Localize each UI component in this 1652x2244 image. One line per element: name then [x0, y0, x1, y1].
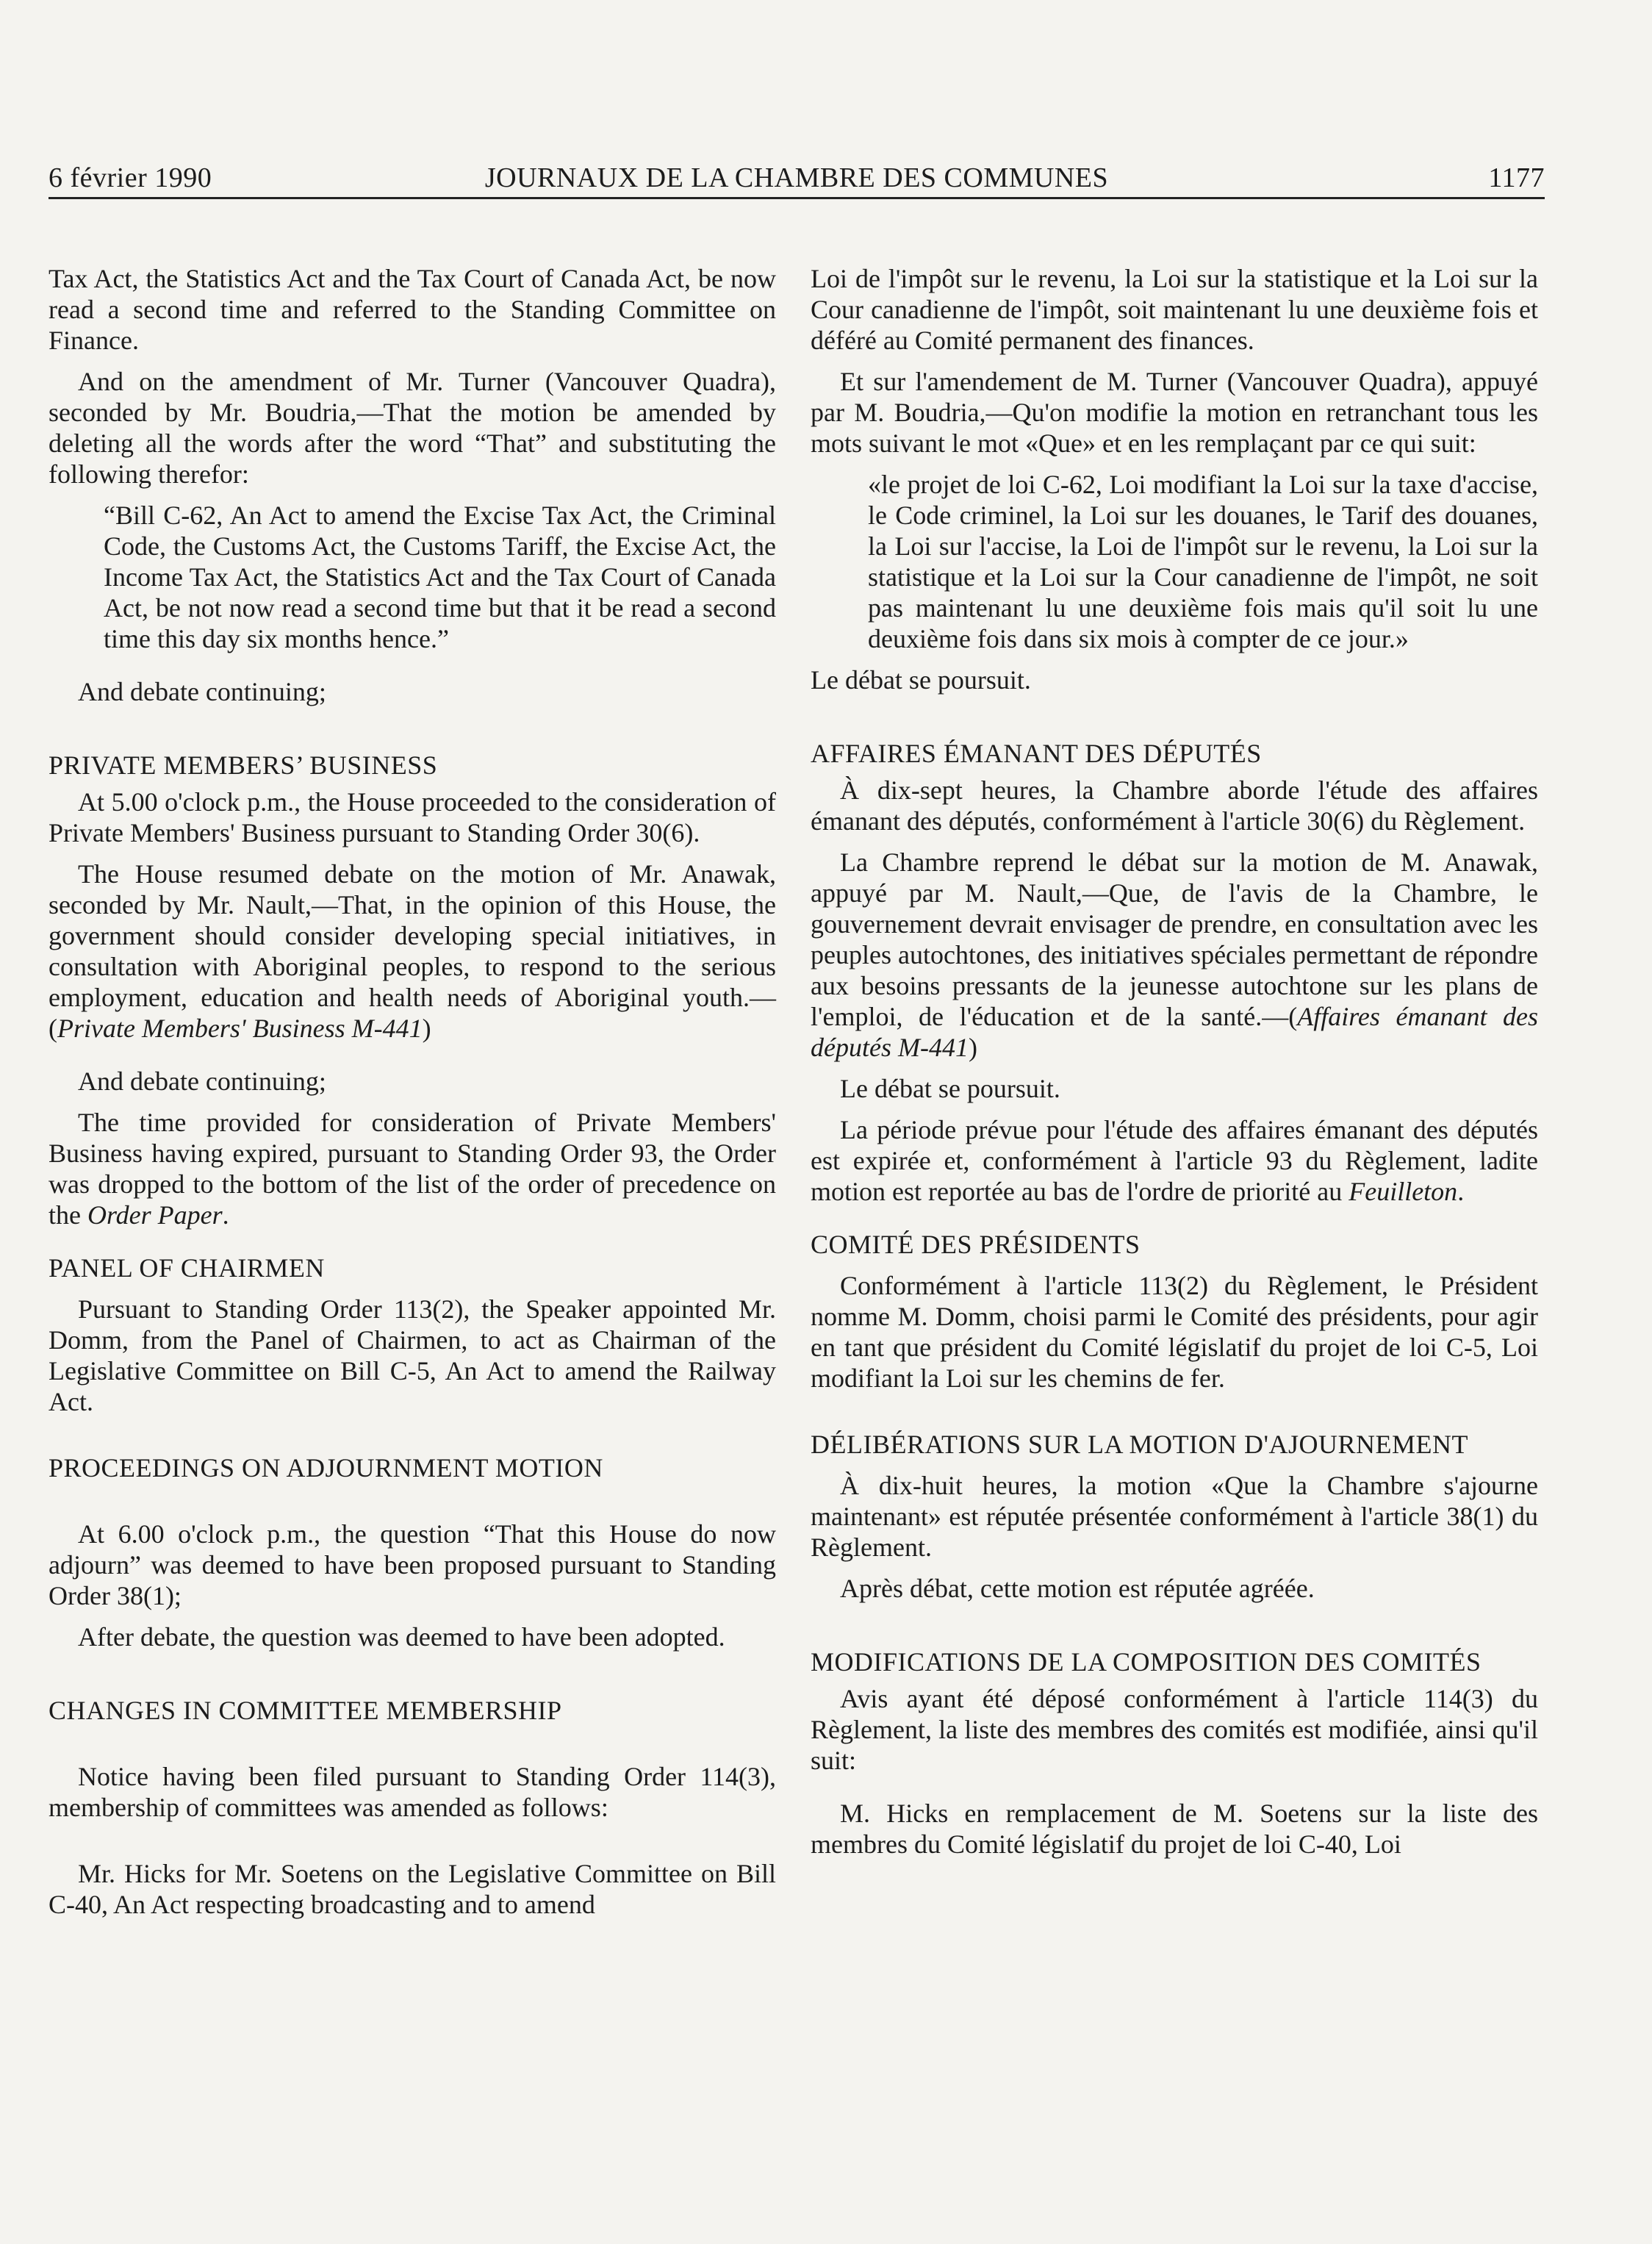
section-heading: COMITÉ DES PRÉSIDENTS	[811, 1230, 1141, 1259]
paragraph: Après débat, cette motion est réputée agréée.	[840, 1574, 1315, 1603]
paragraph: After debate, the question was deemed to have been adopted.	[78, 1622, 725, 1652]
paragraph: And on the amendment of Mr. Turner (Vancouver Quadra), seconded by Mr. Boudria,—That the motion be amended by deleting all the words after the word “That” and substituting the following therefor:	[49, 367, 776, 489]
section-heading: CHANGES IN COMMITTEE MEMBERSHIP	[49, 1696, 562, 1725]
section-heading: PANEL OF CHAIRMEN	[49, 1253, 325, 1283]
paragraph: And debate continuing;	[78, 677, 326, 706]
paragraph: Conformément à l'article 113(2) du Règlement, le Président nomme M. Domm, choisi parmi le Comité des présidents, pour agir en tant que président du Comité législatif du projet de loi C-5, Loi modifiant la Loi sur les chemins de fer.	[811, 1271, 1538, 1393]
order-paper-reference: Order Paper	[87, 1200, 223, 1230]
header-title: JOURNAUX DE LA CHAMBRE DES COMMUNES	[484, 162, 1109, 193]
paragraph: Pursuant to Standing Order 113(2), the Speaker appointed Mr. Domm, from the Panel of Chairmen, to act as Chairman of the Legislative Committee on Bill C-5, An Act to amend the Railway Act.	[49, 1294, 776, 1416]
quoted-motion: “Bill C-62, An Act to amend the Excise Tax Act, the Criminal Code, the Customs Act, the Customs Tariff, the Excise Act, the Income Tax Act, the Statistics Act and the Tax Court of Canada Act, be not now read a second time but that it be read a second time this day six months hence.”	[104, 501, 776, 653]
paragraph: And debate continuing;	[78, 1067, 326, 1096]
paragraph: Mr. Hicks for Mr. Soetens on the Legislative Committee on Bill C-40, An Act respecting broadcasting and to amend	[49, 1859, 776, 1919]
section-heading: MODIFICATIONS DE LA COMPOSITION DES COMITÉS	[811, 1647, 1482, 1677]
paragraph: À dix-huit heures, la motion «Que la Chambre s'ajourne maintenant» est réputée présentée conformément à l'article 38(1) du Règlement.	[811, 1471, 1538, 1562]
bill-reference: Affaires émanant des députés M-441	[811, 1002, 1539, 1062]
header-page-number: 1177	[1488, 162, 1545, 193]
paragraph: M. Hicks en remplacement de M. Soetens sur la liste des membres du Comité législatif du projet de loi C-40, Loi	[811, 1799, 1538, 1859]
paragraph: The time provided for consideration of Private Members' Business having expired, pursuant to Standing Order 93, the Order was dropped to the bottom of the list of the order of precedence on the Order Paper.	[49, 1108, 776, 1230]
paragraph: À dix-sept heures, la Chambre aborde l'étude des affaires émanant des députés, conformément à l'article 30(6) du Règlement.	[811, 775, 1538, 836]
section-heading: AFFAIRES ÉMANANT DES DÉPUTÉS	[811, 739, 1262, 768]
paragraph: The House resumed debate on the motion of Mr. Anawak, seconded by Mr. Nault,—That, in the opinion of this House, the government should consider developing special initiatives, in consultation with Aboriginal peoples, to respond to the serious employment, education and health needs of Aboriginal youth.—(Private Members' Business M-441)	[49, 859, 776, 1043]
section-heading: PRIVATE MEMBERS’ BUSINESS	[49, 750, 438, 780]
bill-reference: Private Members' Business M-441	[57, 1014, 423, 1043]
quoted-motion: «le projet de loi C-62, Loi modifiant la Loi sur la taxe d'accise, le Code criminel, la Loi sur les douanes, le Tarif des douanes, la Loi sur l'accise, la Loi de l'impôt sur le revenu, la Loi sur la statistique et la Loi sur la Cour canadienne de l'impôt, ne soit pas maintenant lu une deuxième fois mais qu'il soit lu une deuxième fois dans six mois à compter de ce jour.»	[868, 470, 1538, 653]
header-date: 6 février 1990	[49, 162, 212, 193]
paragraph: Le débat se poursuit.	[840, 1074, 1060, 1103]
order-paper-reference: Feuilleton	[1348, 1177, 1458, 1206]
paragraph: La période prévue pour l'étude des affaires émanant des députés est expirée et, conformément à l'article 93 du Règlement, ladite motion est reportée au bas de l'ordre de priorité au Feuilleton.	[811, 1115, 1538, 1206]
french-column	[811, 263, 1538, 1860]
paragraph: Notice having been filed pursuant to Standing Order 114(3), membership of committees was amended as follows:	[49, 1762, 776, 1822]
paragraph: Tax Act, the Statistics Act and the Tax Court of Canada Act, be now read a second time and referred to the Standing Committee on Finance.	[49, 264, 776, 355]
page-header	[49, 153, 1545, 199]
paragraph: At 6.00 o'clock p.m., the question “That this House do now adjourn” was deemed to have been proposed pursuant to Standing Order 38(1);	[49, 1519, 776, 1610]
paragraph: At 5.00 o'clock p.m., the House proceeded to the consideration of Private Members' Business pursuant to Standing Order 30(6).	[49, 787, 776, 847]
paragraph: Et sur l'amendement de M. Turner (Vancouver Quadra), appuyé par M. Boudria,—Qu'on modifie la motion en retranchant tous les mots suivant le mot «Que» et en les remplaçant par ce qui suit:	[811, 367, 1538, 458]
english-column	[49, 263, 776, 1920]
section-heading: PROCEEDINGS ON ADJOURNMENT MOTION	[49, 1453, 603, 1483]
paragraph: La Chambre reprend le débat sur la motion de M. Anawak, appuyé par M. Nault,—Que, de l'avis de la Chambre, le gouvernement devrait envisager de prendre, en consultation avec les peuples autochtones, des initiatives spéciales permettant de répondre aux besoins pressants de la jeunesse autochtone sur les plans de l'emploi, de l'éducation et de la santé.—(Affaires émanant des députés M-441)	[811, 847, 1539, 1062]
paragraph: Avis ayant été déposé conformément à l'article 114(3) du Règlement, la liste des membres des comités est modifiée, ainsi qu'il suit:	[811, 1684, 1538, 1775]
paragraph: Loi de l'impôt sur le revenu, la Loi sur la statistique et la Loi sur la Cour canadienne de l'impôt, soit maintenant lu une deuxième fois et déféré au Comité permanent des finances.	[811, 264, 1538, 355]
paragraph: Le débat se poursuit.	[811, 665, 1031, 695]
section-heading: DÉLIBÉRATIONS SUR LA MOTION D'AJOURNEMENT	[811, 1430, 1468, 1459]
